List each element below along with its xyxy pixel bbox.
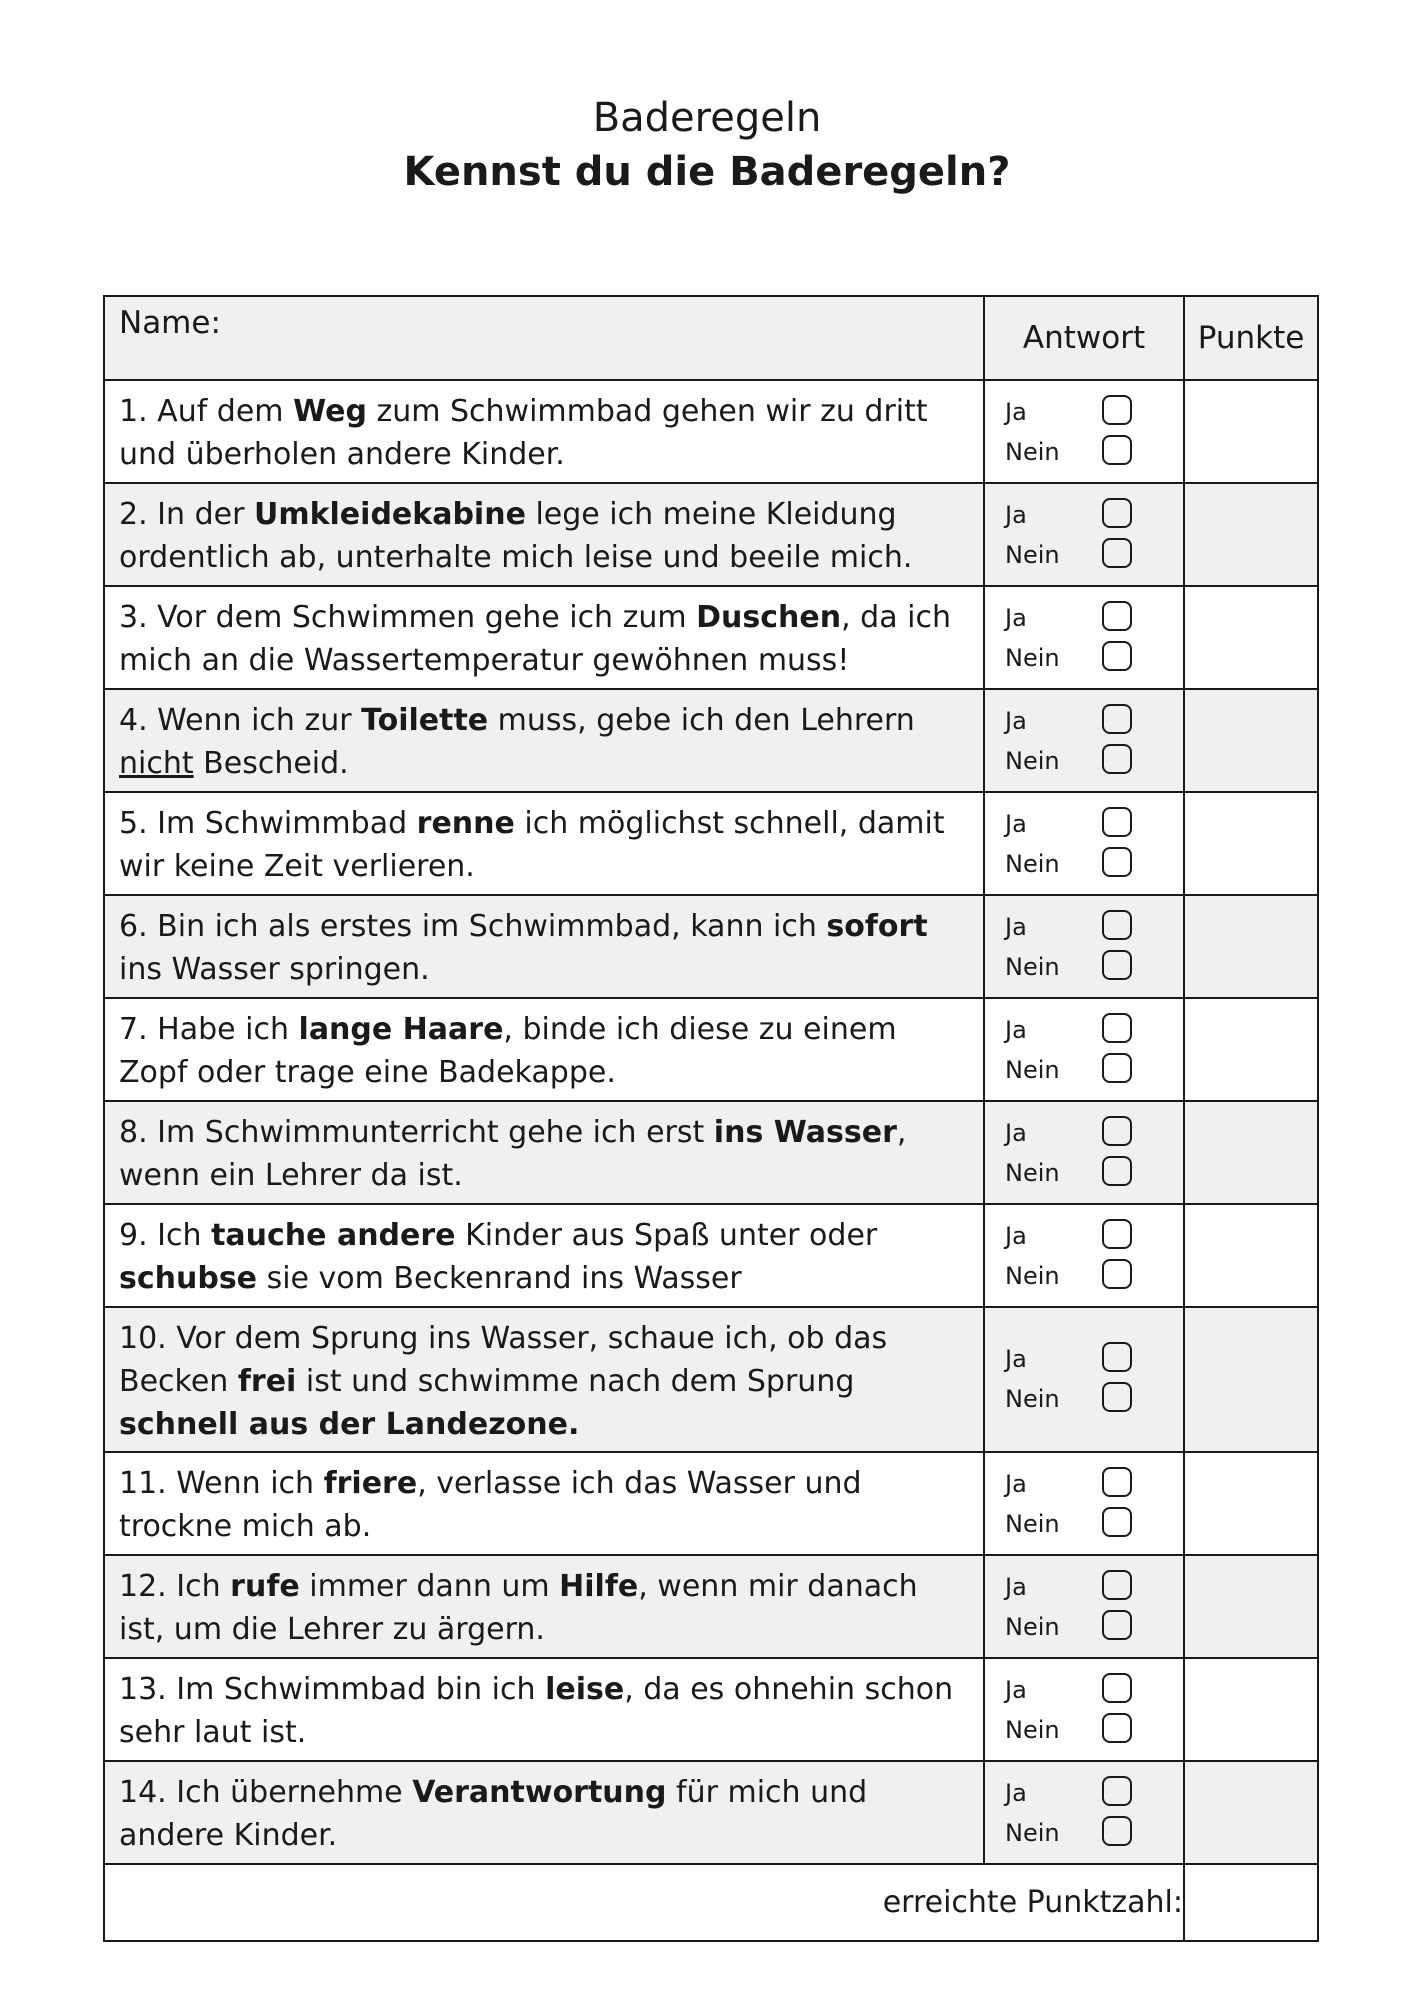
yes-checkbox[interactable] bbox=[1102, 1116, 1132, 1146]
question-text-part: für mich und andere Kinder. bbox=[119, 1775, 868, 1853]
points-header: Punkte bbox=[1197, 320, 1305, 356]
question-text bbox=[105, 999, 983, 1094]
no-label: Nein bbox=[1005, 1716, 1060, 1744]
question-cell bbox=[104, 380, 984, 483]
question-text-part: In der bbox=[157, 497, 254, 532]
question-cell bbox=[104, 1204, 984, 1307]
question-text bbox=[105, 587, 983, 682]
question-text-part: , da ich mich an die Wassertemperatur gewöhnen muss! bbox=[119, 600, 951, 678]
points-cell[interactable] bbox=[1184, 1761, 1318, 1864]
points-cell[interactable] bbox=[1184, 1452, 1318, 1555]
question-number: 5. bbox=[119, 806, 148, 841]
answer-options bbox=[985, 1453, 1183, 1554]
no-checkbox[interactable] bbox=[1102, 1507, 1132, 1537]
answer-options bbox=[985, 999, 1183, 1100]
question-text-part: Wenn ich bbox=[176, 1466, 324, 1501]
answer-options bbox=[985, 1762, 1183, 1863]
no-checkbox[interactable] bbox=[1102, 744, 1132, 774]
question-cell bbox=[104, 483, 984, 586]
question-text-part: sie vom Beckenrand ins Wasser bbox=[257, 1261, 742, 1296]
question-text-part: Im Schwimmunterricht gehe ich erst bbox=[157, 1115, 714, 1150]
yes-checkbox[interactable] bbox=[1102, 1013, 1132, 1043]
question-text bbox=[105, 381, 983, 476]
no-label: Nein bbox=[1005, 644, 1060, 672]
name-cell[interactable] bbox=[104, 296, 984, 380]
no-label: Nein bbox=[1005, 1159, 1060, 1187]
question-cell bbox=[104, 1452, 984, 1555]
question-keyword: Umkleidekabine bbox=[253, 497, 526, 532]
answer-cell bbox=[984, 1761, 1184, 1864]
table-row bbox=[104, 792, 1318, 895]
yes-checkbox[interactable] bbox=[1102, 807, 1132, 837]
answer-options bbox=[985, 690, 1183, 791]
yes-checkbox[interactable] bbox=[1102, 910, 1132, 940]
name-label: Name: bbox=[119, 305, 221, 341]
table-row bbox=[104, 1204, 1318, 1307]
question-text-part: ins Wasser springen. bbox=[119, 952, 430, 987]
question-cell bbox=[104, 1307, 984, 1452]
yes-checkbox[interactable] bbox=[1102, 601, 1132, 631]
question-text-part: Ich übernehme bbox=[176, 1775, 413, 1810]
table-row bbox=[104, 586, 1318, 689]
yes-label: Ja bbox=[1005, 1119, 1027, 1147]
yes-checkbox[interactable] bbox=[1102, 1342, 1132, 1372]
yes-label: Ja bbox=[1005, 1676, 1027, 1704]
question-cell bbox=[104, 1555, 984, 1658]
question-text-part: Kinder aus Spaß unter oder bbox=[455, 1218, 878, 1253]
question-cell bbox=[104, 895, 984, 998]
answer-cell bbox=[984, 1204, 1184, 1307]
yes-label: Ja bbox=[1005, 398, 1027, 426]
question-keyword: Weg bbox=[293, 394, 367, 429]
points-cell[interactable] bbox=[1184, 380, 1318, 483]
yes-label: Ja bbox=[1005, 913, 1027, 941]
total-points-cell[interactable] bbox=[1184, 1864, 1318, 1941]
question-number: 7. bbox=[119, 1012, 148, 1047]
question-text bbox=[105, 896, 983, 991]
answer-options bbox=[985, 1659, 1183, 1760]
question-text bbox=[105, 793, 983, 888]
points-cell[interactable] bbox=[1184, 1101, 1318, 1204]
no-label: Nein bbox=[1005, 1510, 1060, 1538]
question-number: 12. bbox=[119, 1569, 167, 1604]
question-cell bbox=[104, 998, 984, 1101]
question-text-part: Im Schwimmbad bin ich bbox=[176, 1672, 546, 1707]
question-text-part: lege ich meine Kleidung ordentlich ab, unterhalte mich leise und beeile mich. bbox=[119, 497, 913, 575]
question-keyword: Verantwortung bbox=[412, 1775, 667, 1810]
answer-cell bbox=[984, 1658, 1184, 1761]
answer-options bbox=[985, 484, 1183, 585]
question-cell bbox=[104, 689, 984, 792]
question-cell bbox=[104, 1658, 984, 1761]
no-checkbox[interactable] bbox=[1102, 641, 1132, 671]
points-cell[interactable] bbox=[1184, 1658, 1318, 1761]
answer-options bbox=[985, 587, 1183, 688]
yes-checkbox[interactable] bbox=[1102, 395, 1132, 425]
answer-options bbox=[985, 1205, 1183, 1306]
answer-cell bbox=[984, 586, 1184, 689]
no-label: Nein bbox=[1005, 541, 1060, 569]
points-cell[interactable] bbox=[1184, 586, 1318, 689]
question-text-part: Ich bbox=[157, 1218, 212, 1253]
table-row bbox=[104, 1658, 1318, 1761]
table-row bbox=[104, 1555, 1318, 1658]
answer-options bbox=[985, 793, 1183, 894]
table-row bbox=[104, 998, 1318, 1101]
question-text-part: immer dann um bbox=[299, 1569, 560, 1604]
yes-label: Ja bbox=[1005, 1345, 1027, 1373]
question-text bbox=[105, 690, 983, 785]
no-label: Nein bbox=[1005, 1385, 1060, 1413]
yes-checkbox[interactable] bbox=[1102, 1570, 1132, 1600]
no-label: Nein bbox=[1005, 747, 1060, 775]
yes-label: Ja bbox=[1005, 501, 1027, 529]
question-text bbox=[105, 1453, 983, 1548]
question-keyword: sofort bbox=[826, 909, 928, 944]
question-keyword: lange Haare bbox=[298, 1012, 504, 1047]
yes-checkbox[interactable] bbox=[1102, 1673, 1132, 1703]
table-row bbox=[104, 380, 1318, 483]
question-text-part: ich möglichst schnell, damit wir keine Zeit verlieren. bbox=[119, 806, 945, 884]
no-label: Nein bbox=[1005, 850, 1060, 878]
question-text-part: , verlasse ich das Wasser und trockne mich ab. bbox=[119, 1466, 862, 1544]
question-keyword: Duschen bbox=[696, 600, 842, 635]
question-text-part: , da es ohnehin schon sehr laut ist. bbox=[119, 1672, 954, 1750]
question-keyword: friere bbox=[323, 1466, 418, 1501]
no-checkbox[interactable] bbox=[1102, 847, 1132, 877]
page-subtitle: Kennst du die Baderegeln? bbox=[403, 149, 1011, 195]
question-text bbox=[105, 1102, 983, 1197]
no-label: Nein bbox=[1005, 953, 1060, 981]
no-label: Nein bbox=[1005, 1819, 1060, 1847]
question-emphasis: nicht bbox=[119, 746, 194, 781]
question-number: 13. bbox=[119, 1672, 167, 1707]
answer-cell bbox=[984, 1555, 1184, 1658]
points-cell[interactable] bbox=[1184, 1204, 1318, 1307]
answer-options bbox=[985, 1308, 1183, 1451]
question-keyword: tauche andere bbox=[211, 1218, 456, 1253]
no-label: Nein bbox=[1005, 1056, 1060, 1084]
table-header-row bbox=[104, 296, 1318, 380]
points-cell[interactable] bbox=[1184, 483, 1318, 586]
question-number: 6. bbox=[119, 909, 148, 944]
table-row bbox=[104, 1761, 1318, 1864]
question-text-part: ist und schwimme nach dem Sprung bbox=[296, 1364, 855, 1399]
quiz-table bbox=[103, 295, 1319, 1942]
no-checkbox[interactable] bbox=[1102, 1259, 1132, 1289]
question-text bbox=[105, 484, 983, 579]
page-title: Baderegeln bbox=[592, 95, 822, 141]
question-text-part: , wenn mir danach ist, um die Lehrer zu ärgern. bbox=[119, 1569, 918, 1647]
quiz-table-body bbox=[104, 296, 1318, 1941]
answer-options bbox=[985, 896, 1183, 997]
points-cell[interactable] bbox=[1184, 792, 1318, 895]
question-text-part: Im Schwimmbad bbox=[157, 806, 417, 841]
question-keyword: Hilfe bbox=[559, 1569, 639, 1604]
question-cell bbox=[104, 1101, 984, 1204]
points-header-cell bbox=[1184, 296, 1318, 380]
points-cell[interactable] bbox=[1184, 895, 1318, 998]
answer-options bbox=[985, 1556, 1183, 1657]
question-text bbox=[105, 1659, 983, 1754]
question-keyword: schubse bbox=[119, 1261, 258, 1296]
question-text-part: , binde ich diese zu einem Zopf oder trage eine Badekappe. bbox=[119, 1012, 897, 1090]
question-text-part: Wenn ich zur bbox=[157, 703, 362, 738]
question-text bbox=[105, 1308, 983, 1446]
question-keyword: renne bbox=[416, 806, 515, 841]
answer-cell bbox=[984, 1307, 1184, 1452]
question-text bbox=[105, 1205, 983, 1300]
question-text-part: muss, gebe ich den Lehrern bbox=[488, 703, 915, 738]
no-checkbox[interactable] bbox=[1102, 1053, 1132, 1083]
question-number: 8. bbox=[119, 1115, 148, 1150]
question-number: 9. bbox=[119, 1218, 148, 1253]
question-cell bbox=[104, 586, 984, 689]
yes-label: Ja bbox=[1005, 1573, 1027, 1601]
question-text-part: Auf dem bbox=[157, 394, 294, 429]
question-number: 3. bbox=[119, 600, 148, 635]
question-text bbox=[105, 1762, 983, 1857]
question-number: 14. bbox=[119, 1775, 167, 1810]
question-text-part: Bin ich als erstes im Schwimmbad, kann ich bbox=[157, 909, 827, 944]
yes-label: Ja bbox=[1005, 1470, 1027, 1498]
question-keyword: Toilette bbox=[361, 703, 489, 738]
question-number: 2. bbox=[119, 497, 148, 532]
question-text-part: Bescheid. bbox=[193, 746, 349, 781]
table-row bbox=[104, 1307, 1318, 1452]
no-label: Nein bbox=[1005, 1262, 1060, 1290]
question-keyword: rufe bbox=[230, 1569, 300, 1604]
points-cell[interactable] bbox=[1184, 1307, 1318, 1452]
no-checkbox[interactable] bbox=[1102, 1156, 1132, 1186]
yes-checkbox[interactable] bbox=[1102, 498, 1132, 528]
no-checkbox[interactable] bbox=[1102, 1382, 1132, 1412]
answer-options bbox=[985, 381, 1183, 482]
question-number: 1. bbox=[119, 394, 148, 429]
answer-cell bbox=[984, 689, 1184, 792]
points-cell[interactable] bbox=[1184, 689, 1318, 792]
question-text-part: , wenn ein Lehrer da ist. bbox=[119, 1115, 907, 1193]
answer-cell bbox=[984, 998, 1184, 1101]
yes-label: Ja bbox=[1005, 1016, 1027, 1044]
no-label: Nein bbox=[1005, 438, 1060, 466]
question-number: 4. bbox=[119, 703, 148, 738]
answer-cell bbox=[984, 1452, 1184, 1555]
answer-cell bbox=[984, 483, 1184, 586]
yes-label: Ja bbox=[1005, 1779, 1027, 1807]
no-checkbox[interactable] bbox=[1102, 1816, 1132, 1846]
yes-checkbox[interactable] bbox=[1102, 704, 1132, 734]
yes-label: Ja bbox=[1005, 707, 1027, 735]
answer-cell bbox=[984, 895, 1184, 998]
answer-cell bbox=[984, 380, 1184, 483]
yes-label: Ja bbox=[1005, 604, 1027, 632]
no-checkbox[interactable] bbox=[1102, 1713, 1132, 1743]
question-keyword: leise bbox=[545, 1672, 625, 1707]
yes-label: Ja bbox=[1005, 810, 1027, 838]
answer-header-cell bbox=[984, 296, 1184, 380]
table-row bbox=[104, 483, 1318, 586]
question-keyword: frei bbox=[237, 1364, 297, 1399]
yes-label: Ja bbox=[1005, 1222, 1027, 1250]
question-cell bbox=[104, 792, 984, 895]
points-cell[interactable] bbox=[1184, 1555, 1318, 1658]
table-row bbox=[104, 1452, 1318, 1555]
table-row bbox=[104, 895, 1318, 998]
question-keyword: ins Wasser bbox=[713, 1115, 897, 1150]
total-row bbox=[104, 1864, 1318, 1941]
yes-checkbox[interactable] bbox=[1102, 1467, 1132, 1497]
yes-checkbox[interactable] bbox=[1102, 1776, 1132, 1806]
question-cell bbox=[104, 1761, 984, 1864]
question-keyword: schnell aus der Landezone. bbox=[119, 1407, 580, 1442]
question-text bbox=[105, 1556, 983, 1651]
no-checkbox[interactable] bbox=[1102, 1610, 1132, 1640]
question-number: 10. bbox=[119, 1321, 167, 1356]
points-cell[interactable] bbox=[1184, 998, 1318, 1101]
question-text-part: Vor dem Sprung ins Wasser, schaue ich, ob das Becken bbox=[119, 1321, 888, 1399]
table-row bbox=[104, 689, 1318, 792]
yes-checkbox[interactable] bbox=[1102, 1219, 1132, 1249]
no-checkbox[interactable] bbox=[1102, 538, 1132, 568]
no-checkbox[interactable] bbox=[1102, 950, 1132, 980]
answer-cell bbox=[984, 1101, 1184, 1204]
question-text-part: Ich bbox=[176, 1569, 231, 1604]
question-text-part: Habe ich bbox=[157, 1012, 299, 1047]
question-text-part: zum Schwimmbad gehen wir zu dritt und überholen andere Kinder. bbox=[119, 394, 928, 472]
answer-options bbox=[985, 1102, 1183, 1203]
total-label: erreichte Punktzahl: bbox=[104, 1864, 1184, 1941]
question-number: 11. bbox=[119, 1466, 167, 1501]
answer-header: Antwort bbox=[1022, 320, 1146, 356]
table-row bbox=[104, 1101, 1318, 1204]
no-label: Nein bbox=[1005, 1613, 1060, 1641]
no-checkbox[interactable] bbox=[1102, 435, 1132, 465]
answer-cell bbox=[984, 792, 1184, 895]
question-text-part: Vor dem Schwimmen gehe ich zum bbox=[157, 600, 697, 635]
